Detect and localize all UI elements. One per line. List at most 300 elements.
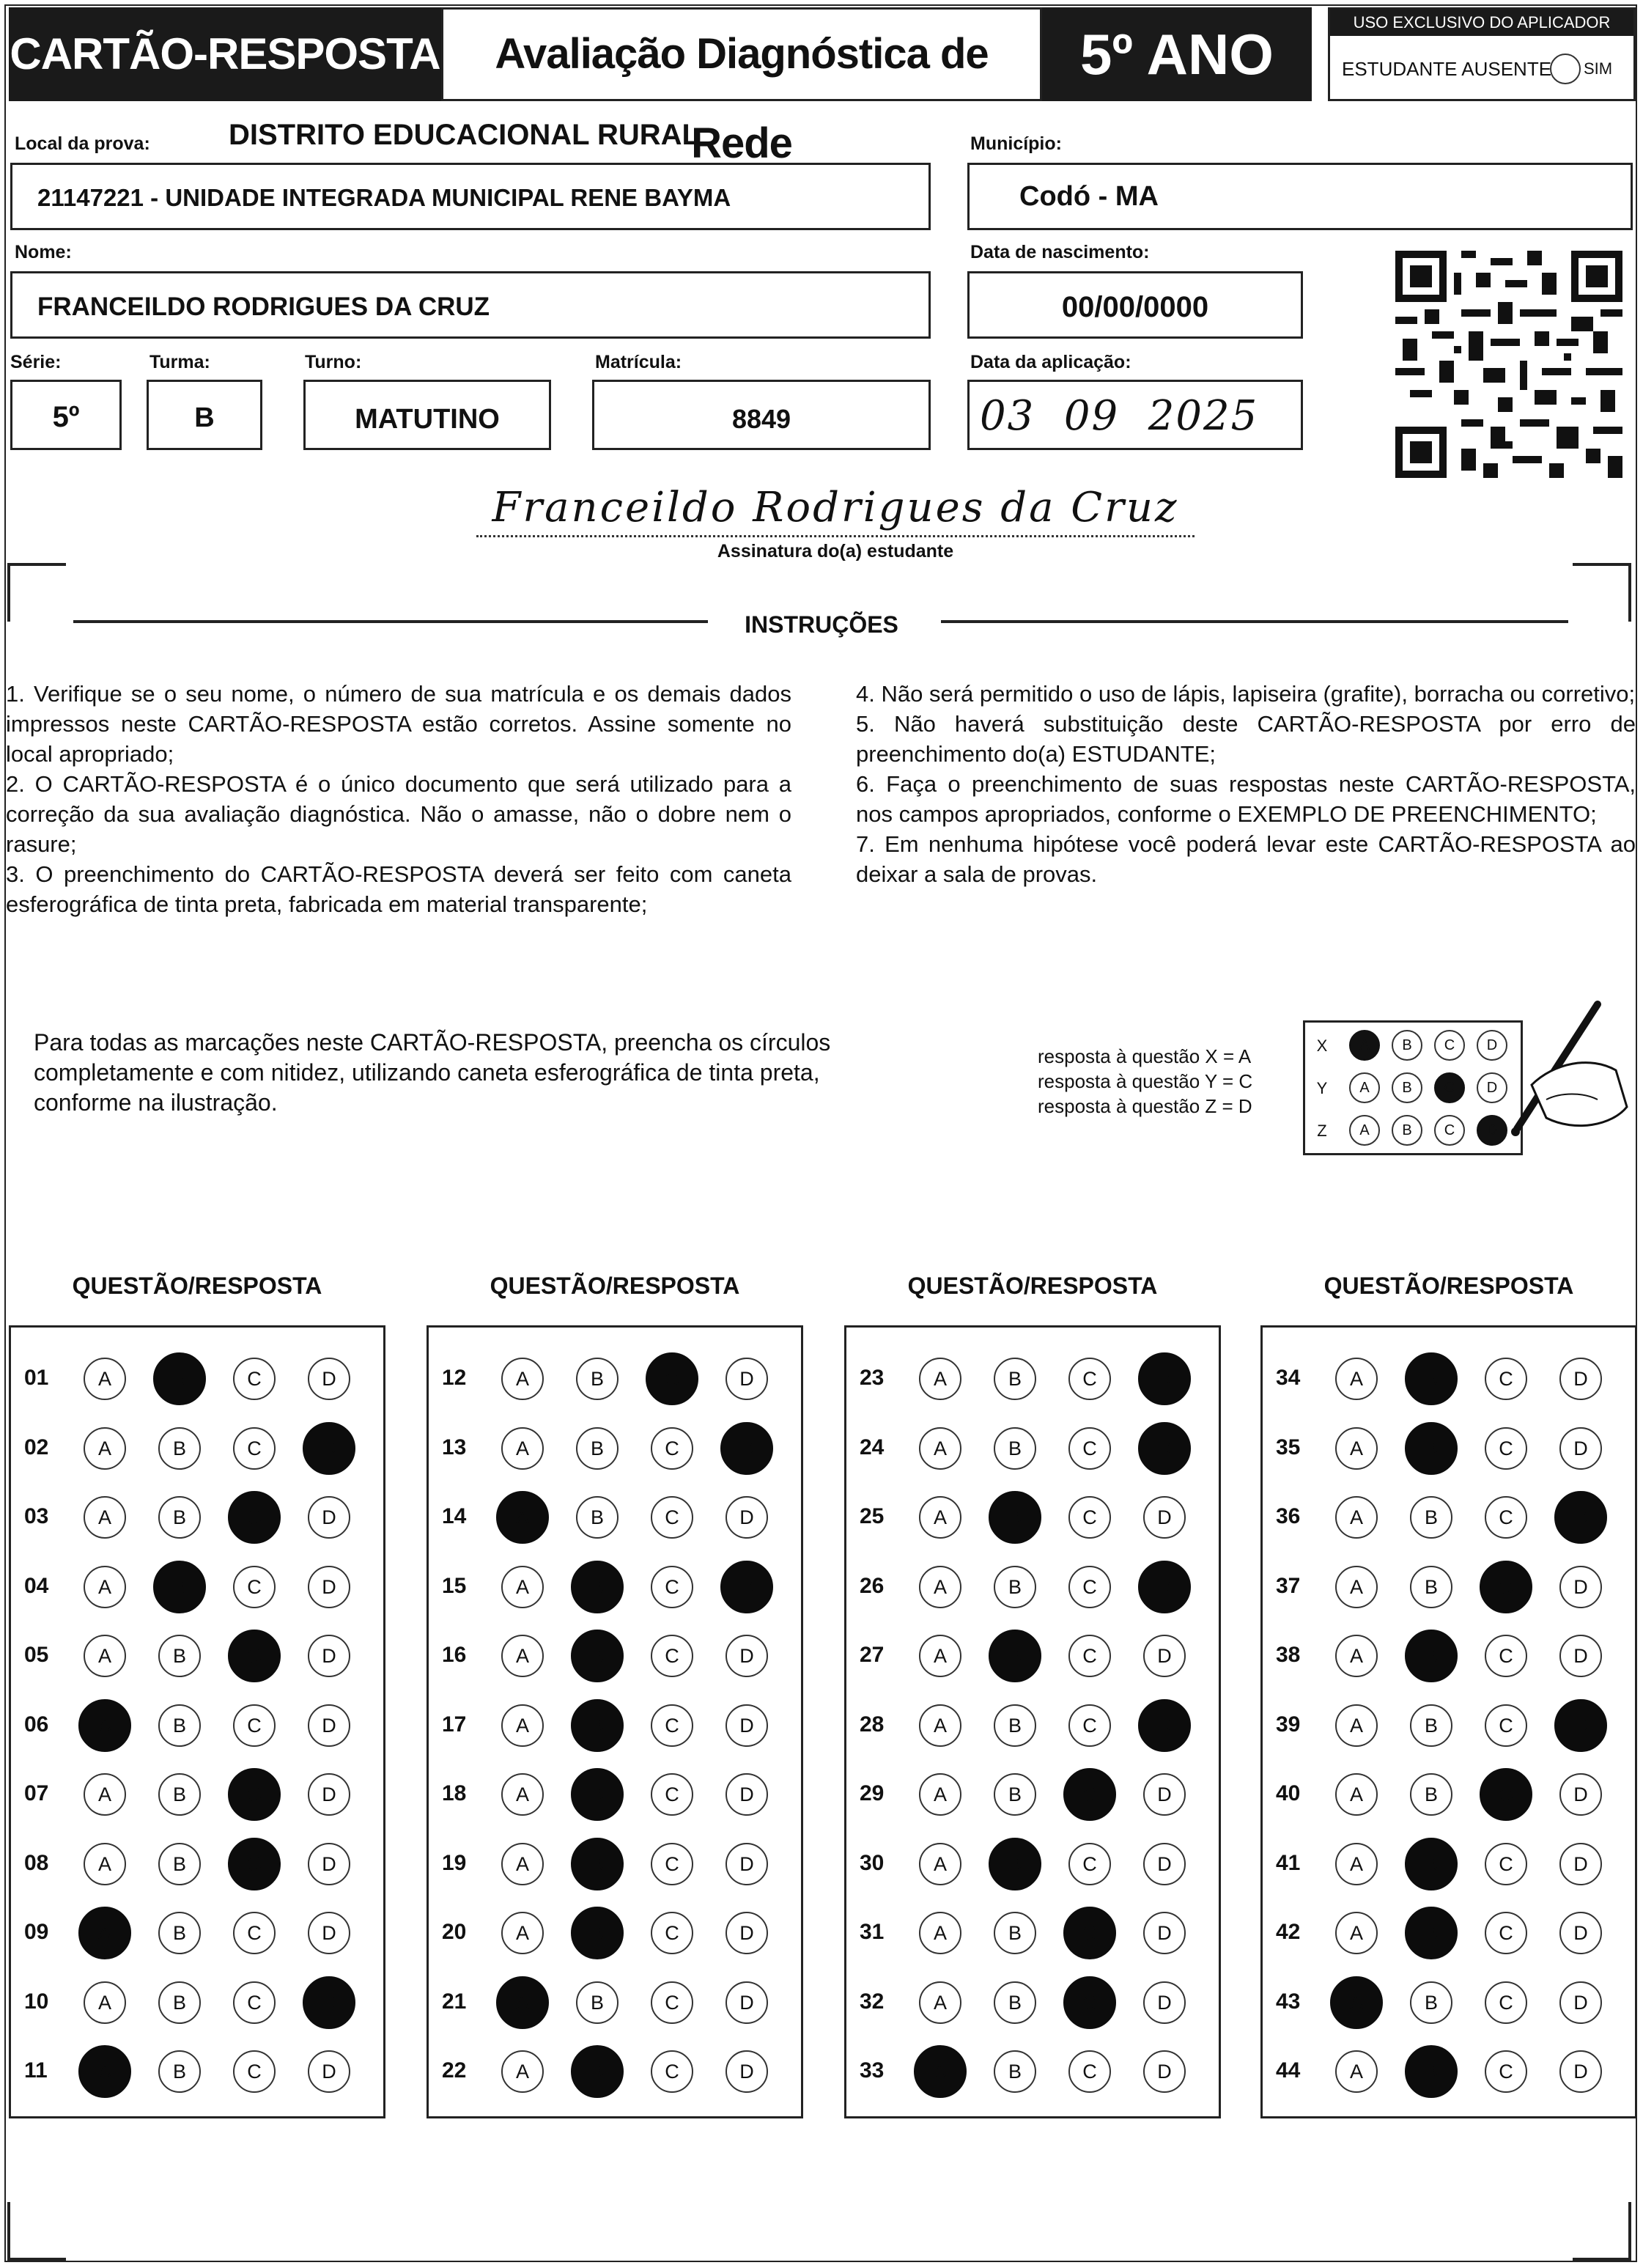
question-number: 02 [24, 1435, 49, 1459]
answer-row [11, 1771, 383, 1815]
answer-bubble-a[interactable]: A [919, 1981, 961, 2024]
answer-bubble-c[interactable]: C [233, 1704, 276, 1747]
answer-bubble-d[interactable]: D [1559, 2050, 1602, 2093]
serie-label: Série: [10, 352, 62, 372]
answer-bubble-d[interactable]: D [1559, 1912, 1602, 1954]
answer-row [846, 2048, 1219, 2092]
answer-bubble-a[interactable]: A [919, 1704, 961, 1747]
answer-bubble-a[interactable]: A [1335, 1773, 1378, 1816]
instruction-4: 4. Não será permitido o uso de lápis, lapiseira (grafite), borracha ou corretivo; [856, 681, 1636, 707]
question-number: 17 [442, 1712, 467, 1737]
applicator-title: USO EXCLUSIVO DO APLICADOR [1330, 10, 1633, 36]
answer-bubble-a[interactable]: A [501, 2050, 544, 2093]
answer-bubble-a[interactable]: A [84, 1843, 126, 1885]
answer-bubble-b[interactable]: B [571, 1907, 624, 1959]
question-number: 01 [24, 1366, 49, 1390]
answer-bubble-d[interactable]: D [308, 1704, 350, 1747]
answer-row [11, 1564, 383, 1608]
question-number: 10 [24, 1989, 49, 2014]
answer-bubble-d[interactable]: D [1559, 1773, 1602, 1816]
answer-bubble-c[interactable]: C [1485, 1843, 1527, 1885]
answer-bubble-b[interactable]: B [1410, 1981, 1452, 2024]
answer-bubble-c[interactable]: C [1480, 1768, 1532, 1821]
answer-bubble-c[interactable]: C [1485, 1358, 1527, 1400]
answer-bubble-c[interactable]: C [228, 1630, 281, 1682]
answer-bubble-c[interactable]: C [233, 1566, 276, 1608]
answer-bubble-b[interactable]: B [989, 1491, 1041, 1544]
answer-bubble-b[interactable]: B [994, 2050, 1036, 2093]
answer-bubble-b[interactable]: B [571, 1561, 624, 1613]
answer-bubble-b[interactable]: B [994, 1704, 1036, 1747]
answer-bubble-d[interactable]: D [308, 1358, 350, 1400]
answer-bubble-d[interactable]: D [725, 2050, 768, 2093]
answer-row [429, 1910, 801, 1954]
answer-bubble-b[interactable]: B [1405, 1838, 1458, 1890]
answer-bubble-d[interactable]: D [308, 1912, 350, 1954]
corner-mark-tr [1573, 563, 1631, 622]
answer-bubble-d[interactable]: D [1559, 1843, 1602, 1885]
answer-bubble-c[interactable]: C [233, 2050, 276, 2093]
turno-field [303, 380, 551, 450]
corner-mark-br [1573, 2202, 1631, 2261]
answer-bubble-b[interactable]: B [1410, 1566, 1452, 1608]
answer-bubble-c[interactable]: C [228, 1491, 281, 1544]
answer-column-4 [1260, 1325, 1637, 2118]
answer-bubble-d[interactable]: D [1143, 1635, 1186, 1677]
answer-row [429, 1632, 801, 1676]
answer-bubble-d[interactable]: D [1559, 1566, 1602, 1608]
instructions-title: INSTRUÇÕES [745, 611, 898, 638]
answer-row [1263, 1425, 1635, 1469]
answer-bubble-c[interactable]: C [233, 1912, 276, 1954]
answer-row [1263, 1702, 1635, 1746]
answer-bubble-d[interactable]: D [1138, 1699, 1191, 1752]
answer-row [429, 1564, 801, 1608]
answer-bubble-d[interactable]: D [1559, 1427, 1602, 1470]
nome-field [10, 271, 931, 339]
answer-bubble-d[interactable]: D [725, 1358, 768, 1400]
answer-bubble-c[interactable]: C [1480, 1561, 1532, 1613]
nascimento-value: 00/00/0000 [1061, 291, 1209, 323]
question-number: 26 [860, 1573, 885, 1598]
answer-bubble-a[interactable]: A [919, 1358, 961, 1400]
answer-bubble-b[interactable]: B [158, 2050, 201, 2093]
answer-bubble-c[interactable]: C [651, 1496, 693, 1539]
answer-bubble-c[interactable]: C [233, 1427, 276, 1470]
answer-bubble-c[interactable]: C [1068, 1566, 1111, 1608]
answer-row [846, 1702, 1219, 1746]
answer-row [846, 1910, 1219, 1954]
answer-bubble-a[interactable]: A [501, 1843, 544, 1885]
answer-bubble-c[interactable]: C [651, 1704, 693, 1747]
answer-bubble-c[interactable]: C [1063, 1907, 1116, 1959]
question-number: 07 [24, 1781, 49, 1805]
answer-bubble-a[interactable]: A [84, 1635, 126, 1677]
answer-bubble-a[interactable]: A [1335, 1704, 1378, 1747]
answer-bubble-b[interactable]: B [1410, 1773, 1452, 1816]
question-number: 06 [24, 1712, 49, 1737]
example-bubble-b: B [1392, 1030, 1422, 1061]
answer-bubble-c[interactable]: C [1485, 1912, 1527, 1954]
matricula-value: 8849 [731, 404, 791, 434]
answer-bubble-a[interactable]: A [1335, 1843, 1378, 1885]
answer-bubble-c[interactable]: C [1485, 1496, 1527, 1539]
answer-bubble-d[interactable]: D [303, 1422, 355, 1475]
answer-bubble-c[interactable]: C [651, 1843, 693, 1885]
answer-bubble-d[interactable]: D [308, 1635, 350, 1677]
question-number: 25 [860, 1504, 885, 1528]
example-row-label: X [1316, 1037, 1328, 1055]
question-number: 36 [1276, 1504, 1301, 1528]
answer-bubble-d[interactable]: D [720, 1422, 773, 1475]
answer-bubble-d[interactable]: D [1559, 1635, 1602, 1677]
example-line-x: resposta à questão X = A [1038, 1045, 1252, 1067]
answer-bubble-c[interactable]: C [651, 1427, 693, 1470]
answer-bubble-a[interactable]: A [919, 1912, 961, 1954]
answer-row [1263, 1355, 1635, 1399]
answer-bubble-d[interactable]: D [1138, 1352, 1191, 1405]
turma-value: B [194, 402, 215, 433]
instruction-6: 6. Faça o preenchimento de suas respostas neste CARTÃO-RESPOSTA, nos campos apropriados, conforme o EXEMPLO DE PREENCHIMENTO; [856, 771, 1636, 827]
corner-mark-bl [7, 2202, 66, 2261]
answer-bubble-d[interactable]: D [1143, 1843, 1186, 1885]
question-number: 40 [1276, 1781, 1301, 1805]
answer-column-header: QUESTÃO/RESPOSTA [1323, 1273, 1574, 1299]
answer-bubble-b[interactable]: B [994, 1912, 1036, 1954]
answer-bubble-d[interactable]: D [725, 1635, 768, 1677]
matricula-label: Matrícula: [595, 352, 682, 372]
serie-value: 5º [52, 401, 80, 433]
nascimento-field [967, 271, 1303, 339]
answer-bubble-b[interactable]: B [994, 1566, 1036, 1608]
answer-bubble-c[interactable]: C [1485, 1427, 1527, 1470]
answer-bubble-a[interactable]: A [501, 1358, 544, 1400]
question-number: 08 [24, 1850, 49, 1875]
answer-bubble-d[interactable]: D [308, 1843, 350, 1885]
answer-bubble-d[interactable]: D [1554, 1699, 1607, 1752]
answer-bubble-a[interactable]: A [1335, 1566, 1378, 1608]
example-bubble-c: C [1434, 1030, 1465, 1061]
answer-bubble-c[interactable]: C [1068, 1427, 1111, 1470]
answer-bubble-d[interactable]: D [308, 1496, 350, 1539]
answer-row [11, 1979, 383, 2023]
answer-bubble-a[interactable]: A [84, 1427, 126, 1470]
answer-bubble-c[interactable]: C [1485, 1704, 1527, 1747]
absent-label: ESTUDANTE AUSENTE [1342, 58, 1552, 80]
answer-bubble-b[interactable]: B [1405, 2045, 1458, 2098]
answer-bubble-a[interactable]: A [78, 1907, 131, 1959]
answer-bubble-b[interactable]: B [571, 2045, 624, 2098]
answer-row [846, 1494, 1219, 1538]
answer-bubble-b[interactable]: B [1410, 1704, 1452, 1747]
question-number: 13 [442, 1435, 467, 1459]
answer-bubble-c[interactable]: C [1063, 1976, 1116, 2029]
answer-bubble-b[interactable]: B [158, 1635, 201, 1677]
answer-column-header: QUESTÃO/RESPOSTA [490, 1273, 740, 1299]
answer-bubble-a[interactable]: A [919, 1635, 961, 1677]
answer-bubble-d[interactable]: D [720, 1561, 773, 1613]
answer-bubble-c[interactable]: C [228, 1768, 281, 1821]
turno-value: MATUTINO [355, 404, 500, 435]
answer-bubble-a[interactable]: A [78, 1699, 131, 1752]
nome-label: Nome: [15, 242, 72, 262]
answer-bubble-a[interactable]: A [1335, 1358, 1378, 1400]
answer-bubble-c[interactable]: C [1068, 1704, 1111, 1747]
answer-bubble-b[interactable]: B [158, 1427, 201, 1470]
answer-bubble-b[interactable]: B [571, 1699, 624, 1752]
question-number: 05 [24, 1643, 49, 1667]
question-number: 38 [1276, 1643, 1301, 1667]
answer-bubble-d[interactable]: D [725, 1843, 768, 1885]
answer-bubble-a[interactable]: A [919, 1843, 961, 1885]
answer-bubble-a[interactable]: A [914, 2045, 967, 2098]
example-bubble-b: B [1392, 1115, 1422, 1146]
question-number: 04 [24, 1573, 49, 1598]
answer-bubble-c[interactable]: C [233, 1981, 276, 2024]
aplicacao-field [967, 380, 1303, 450]
answer-bubble-a[interactable]: A [1335, 1635, 1378, 1677]
question-number: 23 [860, 1366, 885, 1390]
sim-label: SIM [1584, 59, 1613, 78]
example-bubble-a: A [1349, 1030, 1380, 1061]
answer-row [1263, 1979, 1635, 2023]
answer-bubble-b[interactable]: B [158, 1981, 201, 2024]
answer-bubble-b[interactable]: B [989, 1838, 1041, 1890]
question-number: 31 [860, 1920, 885, 1944]
corner-mark-tl [7, 563, 66, 622]
answer-bubble-c[interactable]: C [651, 1635, 693, 1677]
question-number: 16 [442, 1643, 467, 1667]
answer-bubble-a[interactable]: A [1335, 1427, 1378, 1470]
pen-hand-illustration [1488, 997, 1634, 1166]
answer-bubble-b[interactable]: B [1405, 1352, 1458, 1405]
answer-bubble-a[interactable]: A [919, 1566, 961, 1608]
answer-row [11, 1425, 383, 1469]
answer-bubble-c[interactable]: C [1485, 1635, 1527, 1677]
question-number: 33 [860, 2058, 885, 2083]
answer-bubble-d[interactable]: D [308, 1566, 350, 1608]
answer-bubble-b[interactable]: B [994, 1773, 1036, 1816]
answer-bubble-d[interactable]: D [725, 1704, 768, 1747]
answer-row [11, 1355, 383, 1399]
answer-bubble-b[interactable]: B [158, 1496, 201, 1539]
answer-bubble-a[interactable]: A [501, 1704, 544, 1747]
answer-bubble-b[interactable]: B [158, 1773, 201, 1816]
answer-bubble-d[interactable]: D [308, 1773, 350, 1816]
answer-bubble-a[interactable]: A [1335, 1912, 1378, 1954]
answer-column-header: QUESTÃO/RESPOSTA [907, 1273, 1158, 1299]
answer-bubble-d[interactable]: D [725, 1912, 768, 1954]
answer-bubble-b[interactable]: B [571, 1630, 624, 1682]
answer-row [1263, 1632, 1635, 1676]
example-bubble-a: A [1349, 1072, 1380, 1103]
answer-row [1263, 1841, 1635, 1885]
answer-bubble-a[interactable]: A [496, 1976, 549, 2029]
answer-column-header: QUESTÃO/RESPOSTA [72, 1273, 322, 1299]
answer-bubble-c[interactable]: C [651, 2050, 693, 2093]
example-bubble-a: A [1349, 1115, 1380, 1146]
answer-bubble-d[interactable]: D [725, 1773, 768, 1816]
question-number: 29 [860, 1781, 885, 1805]
school-field [10, 163, 931, 230]
question-number: 14 [442, 1504, 467, 1528]
instruction-3: 3. O preenchimento do CARTÃO-RESPOSTA deverá ser feito com caneta esferográfica de tinta preta, fabricada em material transparente; [6, 861, 791, 917]
answer-bubble-a[interactable]: A [84, 1496, 126, 1539]
applicator-box [1328, 7, 1636, 101]
question-number: 03 [24, 1504, 49, 1528]
answer-bubble-a[interactable]: A [501, 1912, 544, 1954]
absent-bubble[interactable] [1550, 54, 1581, 84]
answer-bubble-c[interactable]: C [651, 1566, 693, 1608]
answer-bubble-c[interactable]: C [651, 1773, 693, 1816]
answer-bubble-a[interactable]: A [496, 1491, 549, 1544]
answer-bubble-b[interactable]: B [153, 1561, 206, 1613]
answer-bubble-b[interactable]: B [994, 1981, 1036, 2024]
answer-bubble-d[interactable]: D [1143, 1496, 1186, 1539]
answer-bubble-c[interactable]: C [651, 1981, 693, 2024]
answer-bubble-d[interactable]: D [1143, 1912, 1186, 1954]
answer-row [846, 1564, 1219, 1608]
answer-row [11, 1841, 383, 1885]
example-bubble-c: C [1434, 1115, 1465, 1146]
answer-row [846, 1632, 1219, 1676]
answer-bubble-a[interactable]: A [919, 1427, 961, 1470]
answer-row [846, 1771, 1219, 1815]
answer-bubble-c[interactable]: C [1068, 1635, 1111, 1677]
answer-bubble-c[interactable]: C [233, 1358, 276, 1400]
answer-bubble-b[interactable]: B [576, 1981, 619, 2024]
question-number: 28 [860, 1712, 885, 1737]
card-title: CARTÃO-RESPOSTA [9, 7, 441, 101]
answer-bubble-b[interactable]: B [1405, 1630, 1458, 1682]
answer-bubble-c[interactable]: C [1068, 1496, 1111, 1539]
instructions-right [856, 679, 1636, 889]
answer-bubble-a[interactable]: A [84, 1981, 126, 2024]
answer-bubble-d[interactable]: D [1143, 1981, 1186, 2024]
answer-bubble-a[interactable]: A [919, 1773, 961, 1816]
answer-bubble-c[interactable]: C [1068, 2050, 1111, 2093]
answer-row [1263, 1910, 1635, 1954]
question-number: 09 [24, 1920, 49, 1944]
instruction-5: 5. Não haverá substituição deste CARTÃO-RESPOSTA por erro de preenchimento do(a) ESTUDANTE; [856, 711, 1636, 767]
answer-bubble-c[interactable]: C [1485, 1981, 1527, 2024]
answer-bubble-c[interactable]: C [646, 1352, 698, 1405]
answer-bubble-c[interactable]: C [1068, 1843, 1111, 1885]
answer-bubble-a[interactable]: A [501, 1635, 544, 1677]
answer-bubble-a[interactable]: A [84, 1358, 126, 1400]
instructions-rule-left [73, 620, 708, 623]
question-number: 18 [442, 1781, 467, 1805]
answer-bubble-b[interactable]: B [158, 1704, 201, 1747]
example-bubble-d: D [1477, 1030, 1507, 1061]
question-number: 21 [442, 1989, 467, 2014]
instruction-2: 2. O CARTÃO-RESPOSTA é o único documento que será utilizado para a correção da sua avaliação diagnóstica. Não o amasse, não o dobre nem o rasure; [6, 771, 791, 857]
answer-row [846, 1425, 1219, 1469]
answer-bubble-a[interactable]: A [84, 1566, 126, 1608]
answer-bubble-b[interactable]: B [994, 1427, 1036, 1470]
answer-bubble-b[interactable]: B [571, 1838, 624, 1890]
answer-bubble-a[interactable]: A [501, 1566, 544, 1608]
answer-row [429, 1979, 801, 2023]
answer-bubble-c[interactable]: C [1485, 2050, 1527, 2093]
answer-row [11, 1702, 383, 1746]
answer-bubble-a[interactable]: A [78, 2045, 131, 2098]
answer-bubble-c[interactable]: C [228, 1838, 281, 1890]
example-bubble-d: D [1477, 1115, 1507, 1146]
answer-bubble-d[interactable]: D [308, 2050, 350, 2093]
answer-bubble-b[interactable]: B [576, 1358, 619, 1400]
question-number: 43 [1276, 1989, 1301, 2014]
answer-row [429, 1841, 801, 1885]
question-number: 39 [1276, 1712, 1301, 1737]
turno-label: Turno: [305, 352, 362, 372]
answer-bubble-b[interactable]: B [1405, 1422, 1458, 1475]
answer-column-2 [427, 1325, 803, 2118]
answer-bubble-d[interactable]: D [1554, 1491, 1607, 1544]
question-number: 37 [1276, 1573, 1301, 1598]
answer-bubble-b[interactable]: B [1405, 1907, 1458, 1959]
answer-bubble-d[interactable]: D [1559, 1358, 1602, 1400]
answer-bubble-d[interactable]: D [1143, 1773, 1186, 1816]
answer-bubble-d[interactable]: D [1138, 1422, 1191, 1475]
answer-bubble-b[interactable]: B [994, 1358, 1036, 1400]
answer-bubble-c[interactable]: C [1063, 1768, 1116, 1821]
answer-bubble-d[interactable]: D [1143, 2050, 1186, 2093]
example-row-label: Z [1317, 1122, 1327, 1140]
question-number: 12 [442, 1366, 467, 1390]
signature-label: Assinatura do(a) estudante [717, 541, 954, 562]
answer-bubble-d[interactable]: D [1559, 1981, 1602, 2024]
municipio-label: Município: [970, 133, 1062, 154]
answer-bubble-b[interactable]: B [1410, 1496, 1452, 1539]
answer-bubble-c[interactable]: C [651, 1912, 693, 1954]
answer-row [429, 1494, 801, 1538]
question-number: 11 [24, 2058, 48, 2083]
question-number: 19 [442, 1850, 467, 1875]
answer-bubble-d[interactable]: D [725, 1981, 768, 2024]
answer-bubble-b[interactable]: B [989, 1630, 1041, 1682]
answer-bubble-d[interactable]: D [1138, 1561, 1191, 1613]
answer-bubble-c[interactable]: C [1068, 1358, 1111, 1400]
question-number: 24 [860, 1435, 885, 1459]
answer-bubble-b[interactable]: B [158, 1912, 201, 1954]
answer-bubble-a[interactable]: A [1330, 1976, 1383, 2029]
answer-row [429, 1425, 801, 1469]
answer-bubble-a[interactable]: A [501, 1427, 544, 1470]
answer-bubble-b[interactable]: B [576, 1496, 619, 1539]
nome-value: FRANCEILDO RODRIGUES DA CRUZ [37, 292, 490, 321]
question-number: 35 [1276, 1435, 1301, 1459]
answer-bubble-b[interactable]: B [158, 1843, 201, 1885]
answer-row [1263, 2048, 1635, 2092]
question-number: 30 [860, 1850, 885, 1875]
answer-bubble-a[interactable]: A [1335, 2050, 1378, 2093]
answer-bubble-b[interactable]: B [576, 1427, 619, 1470]
answer-column-3 [844, 1325, 1221, 2118]
answer-bubble-a[interactable]: A [1335, 1496, 1378, 1539]
answer-bubble-a[interactable]: A [501, 1773, 544, 1816]
question-number: 32 [860, 1989, 885, 2014]
answer-bubble-b[interactable]: B [153, 1352, 206, 1405]
answer-bubble-d[interactable]: D [725, 1496, 768, 1539]
answer-column-1 [9, 1325, 385, 2118]
answer-bubble-d[interactable]: D [303, 1976, 355, 2029]
question-number: 22 [442, 2058, 467, 2083]
answer-bubble-a[interactable]: A [919, 1496, 961, 1539]
answer-bubble-b[interactable]: B [571, 1768, 624, 1821]
serie-field [10, 380, 122, 450]
answer-bubble-a[interactable]: A [84, 1773, 126, 1816]
